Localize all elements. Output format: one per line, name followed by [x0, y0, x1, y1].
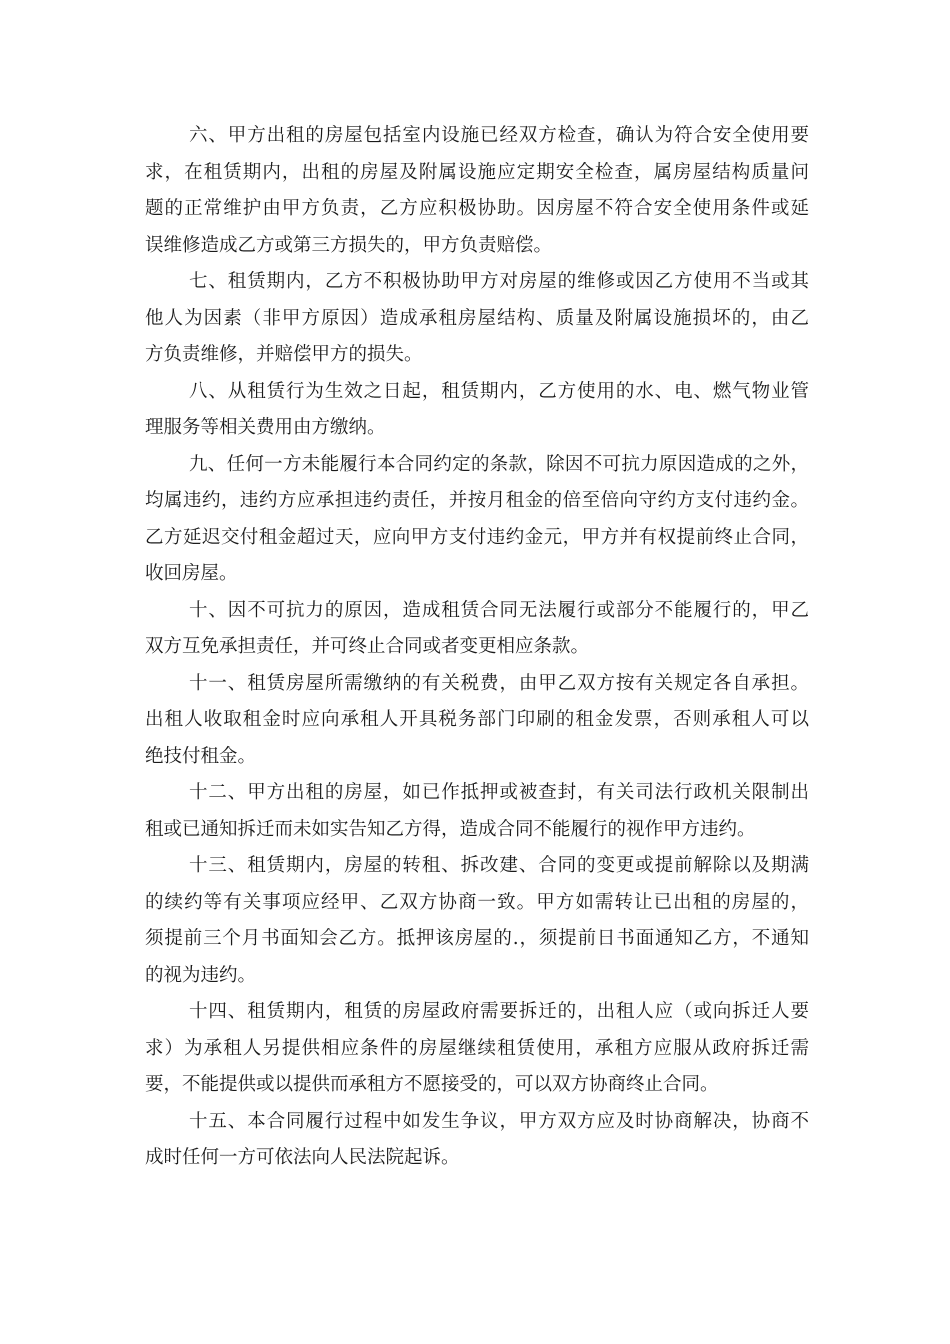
paragraph-line: 租或已通知拆迁而未如实告知乙方得，造成合同不能履行的视作甲方违约。: [145, 818, 756, 840]
paragraph-line: 十五、本合同履行过程中如发生争议，甲方双方应及时协商解决，协商不: [189, 1110, 809, 1132]
contract-clause-8: [145, 374, 809, 447]
contract-clause-7: [145, 264, 809, 374]
contract-clause-9: [145, 447, 809, 593]
contract-clause-6: [145, 118, 809, 264]
paragraph-line: 他人为因素（非甲方原因）造成承租房屋结构、质量及附属设施损坏的，由乙: [145, 307, 809, 329]
paragraph-line: 八、从租赁行为生效之日起，租赁期内，乙方使用的水、电、燃气物业管: [189, 380, 809, 402]
document-body: [145, 118, 809, 1177]
paragraph-line: 十一、租赁房屋所需缴纳的有关税费，由甲乙双方按有关规定各自承担。: [189, 672, 809, 694]
paragraph-line: 九、任何一方未能履行本合同约定的条款，除因不可抗力原因造成的之外，: [189, 453, 809, 475]
contract-clause-10: [145, 593, 809, 666]
paragraph-line: 方负责维修，并赔偿甲方的损失。: [145, 344, 423, 365]
paragraph-line: 绝技付租金。: [145, 745, 257, 767]
paragraph-line: 十四、租赁期内，租赁的房屋政府需要拆迁的，出租人应（或向拆迁人要: [189, 1001, 809, 1022]
paragraph-line: 十二、甲方出租的房屋，如已作抵押或被查封，有关司法行政机关限制出: [189, 782, 809, 803]
contract-clause-12: [145, 775, 809, 848]
contract-clause-15: [145, 1104, 809, 1177]
paragraph-line: 双方互免承担责任，并可终止合同或者变更相应条款。: [145, 636, 590, 657]
paragraph-line: 十、因不可抗力的原因，造成租赁合同无法履行或部分不能履行的，甲乙: [189, 599, 809, 621]
paragraph-line: 的视为违约。: [145, 964, 257, 986]
paragraph-line: 成时任何一方可依法向人民法院起诉。: [145, 1147, 460, 1168]
paragraph-line: 十三、租赁期内，房屋的转租、拆改建、合同的变更或提前解除以及期满: [189, 855, 809, 876]
paragraph-line: 的续约等有关事项应经甲、乙双方协商一致。甲方如需转让已出租的房屋的，: [145, 891, 809, 913]
paragraph-line: 七、租赁期内，乙方不积极协助甲方对房屋的维修或因乙方使用不当或其: [189, 271, 809, 292]
paragraph-line: 理服务等相关费用由方缴纳。: [145, 417, 386, 438]
contract-clause-11: [145, 666, 809, 776]
paragraph-line: 题的正常维护由甲方负责，乙方应积极协助。因房屋不符合安全使用条件或延: [145, 198, 809, 219]
paragraph-line: 要，不能提供或以提供而承租方不愿接受的，可以双方协商终止合同。: [145, 1074, 719, 1095]
paragraph-line: 求）为承租人另提供相应条件的房屋继续租赁使用，承租方应服从政府拆迁需: [145, 1037, 809, 1059]
contract-clause-14: [145, 994, 809, 1104]
paragraph-line: 求，在租赁期内，出租的房屋及附属设施应定期安全检查，属房屋结构质量问: [145, 161, 809, 183]
paragraph-line: 六、甲方出租的房屋包括室内设施已经双方检查，确认为符合安全使用要: [189, 125, 809, 146]
paragraph-line: 须提前三个月书面知会乙方。抵押该房屋的.，须提前日书面通知乙方，不通知: [145, 928, 809, 949]
paragraph-line: 误维修造成乙方或第三方损失的，甲方负责赔偿。: [145, 234, 553, 256]
contract-clause-13: [145, 848, 809, 994]
paragraph-line: 收回房屋。: [145, 563, 238, 584]
paragraph-line: 出租人收取租金时应向承租人开具税务部门印刷的租金发票，否则承租人可以: [145, 709, 809, 730]
paragraph-line: 均属违约，违约方应承担违约责任，并按月租金的倍至倍向守约方支付违约金。: [145, 490, 809, 511]
paragraph-line: 乙方延迟交付租金超过天，应向甲方支付违约金元，甲方并有权提前终止合同，: [145, 526, 809, 548]
